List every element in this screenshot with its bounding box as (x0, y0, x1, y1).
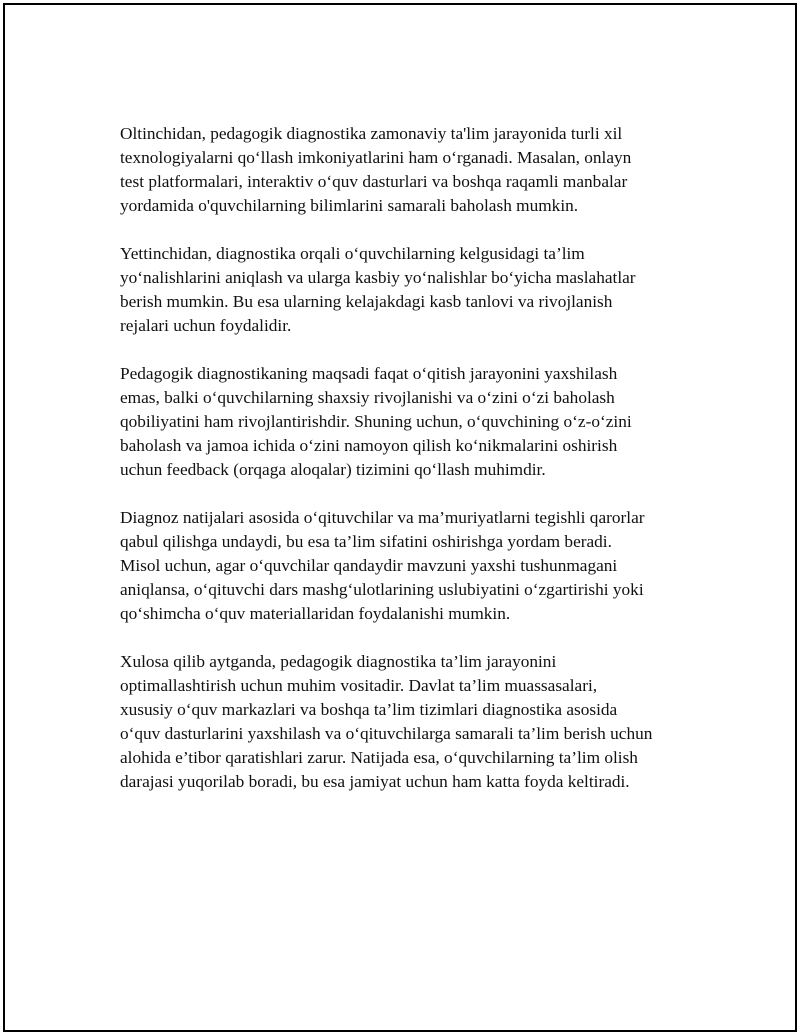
text-line: optimallashtirish uchun muhim vositadir. Davlat ta’lim muassasalari, (120, 676, 598, 695)
text-line: Diagnoz natijalari asosida o‘qituvchilar va ma’muriyatlarni tegishli qarorlar (120, 508, 645, 527)
text-line: emas, balki o‘quvchilarning shaxsiy rivojlanishi va o‘zini o‘zi baholash (120, 388, 615, 407)
text-line: Xulosa qilib aytganda, pedagogik diagnostika ta’lim jarayonini (120, 652, 557, 671)
page-border (3, 3, 797, 1032)
text-line: test platformalari, interaktiv o‘quv dasturlari va boshqa raqamli manbalar (120, 172, 628, 191)
text-line: yo‘nalishlarini aniqlash va ularga kasbiy yo‘nalishlar bo‘yicha maslahatlar (120, 268, 636, 287)
text-line: qobiliyatini ham rivojlantirishdir. Shuning uchun, o‘quvchining o‘z-o‘zini (120, 412, 632, 431)
text-line: xususiy o‘quv markazlari va boshqa ta’lim tizimlari diagnostika asosida (120, 700, 618, 719)
paragraph-4 (120, 506, 700, 626)
paragraph-2 (120, 242, 700, 338)
document-body (120, 122, 700, 818)
text-line: alohida e’tibor qaratishlari zarur. Natijada esa, o‘quvchilarning ta’lim olish (120, 748, 638, 767)
text-line: aniqlansa, o‘qituvchi dars mashg‘ulotlarining uslubiyatini o‘zgartirishi yoki (120, 580, 644, 599)
text-line: rejalari uchun foydalidir. (120, 316, 292, 335)
text-line: yordamida o'quvchilarning bilimlarini samarali baholash mumkin. (120, 196, 579, 215)
text-line: texnologiyalarni qo‘llash imkoniyatlarini ham o‘rganadi. Masalan, onlayn (120, 148, 632, 167)
paragraph-5 (120, 650, 700, 794)
text-line: Pedagogik diagnostikaning maqsadi faqat o‘qitish jarayonini yaxshilash (120, 364, 618, 383)
text-line: uchun feedback (orqaga aloqalar) tizimini qo‘llash muhimdir. (120, 460, 546, 479)
paragraph-1 (120, 122, 700, 218)
text-line: Yettinchidan, diagnostika orqali o‘quvchilarning kelgusidagi ta’lim (120, 244, 585, 263)
text-line: qo‘shimcha o‘quv materiallaridan foydalanishi mumkin. (120, 604, 511, 623)
text-line: Misol uchun, agar o‘quvchilar qandaydir mavzuni yaxshi tushunmagani (120, 556, 618, 575)
text-line: berish mumkin. Bu esa ularning kelajakdagi kasb tanlovi va rivojlanish (120, 292, 613, 311)
text-line: Oltinchidan, pedagogik diagnostika zamonaviy ta'lim jarayonida turli xil (120, 124, 623, 143)
text-line: darajasi yuqorilab boradi, bu esa jamiyat uchun ham katta foyda keltiradi. (120, 772, 630, 791)
text-line: o‘quv dasturlarini yaxshilash va o‘qituvchilarga samarali ta’lim berish uchun (120, 724, 653, 743)
paragraph-3 (120, 362, 700, 482)
text-line: baholash va jamoa ichida o‘zini namoyon qilish ko‘nikmalarini oshirish (120, 436, 618, 455)
text-line: qabul qilishga undaydi, bu esa ta’lim sifatini oshirishga yordam beradi. (120, 532, 612, 551)
